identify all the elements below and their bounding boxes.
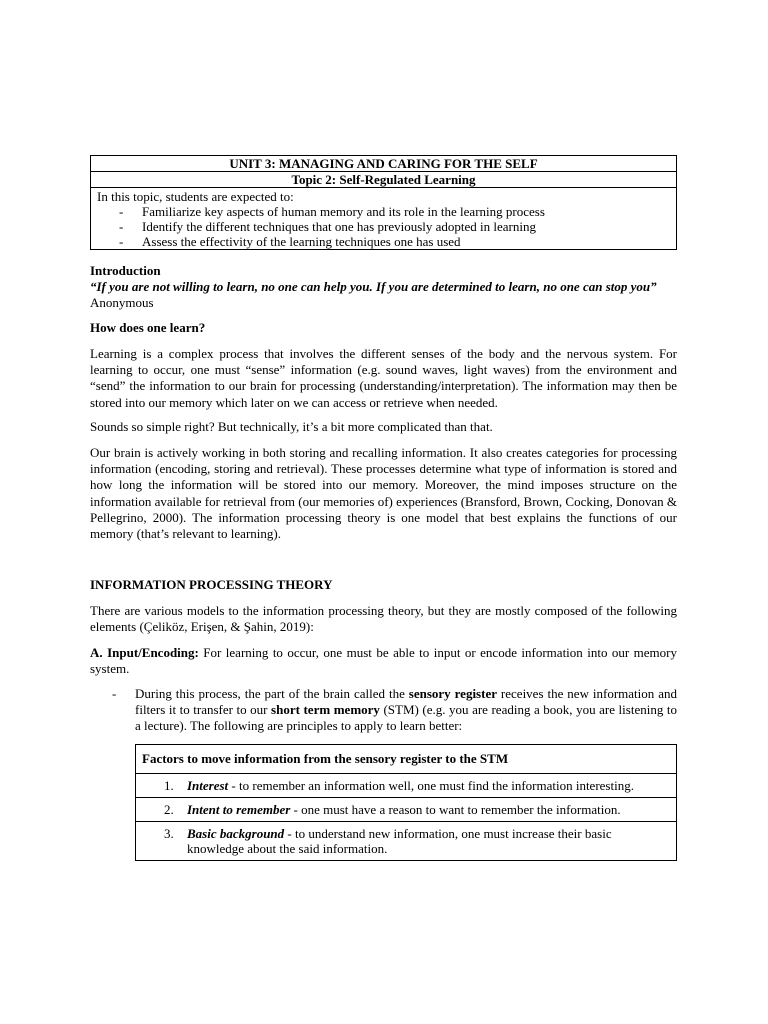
sensory-register-text: During this process, the part of the brain called the sensory register receives the new information and filters it to transfer to our short term memory (STM) (e.g. you are reading a book, you are listening to a lecture). The following are principles to apply to learn better: [135, 686, 678, 733]
ipt-paragraph: There are various models to the information processing theory, but they are mostly composed of the following elements (Çeliköz, Erişen, & Şahin, 2019): [90, 603, 677, 635]
factor-row: 3. Basic background - to understand new information, one must increase their basic knowledge about the said information. [136, 822, 677, 861]
intro-quote [90, 279, 677, 311]
introduction-heading: Introduction [90, 263, 161, 278]
input-encoding-text: For learning to occur, one must be able to input or encode information into our memory system. [90, 645, 677, 677]
unit-header-table [90, 155, 677, 250]
objective-item: - Identify the different techniques that one has previously adopted in learning [119, 219, 536, 234]
factors-table [135, 744, 677, 861]
objective-item: - Familiarize key aspects of human memory and its role in the learning process [119, 204, 545, 219]
unit-title: UNIT 3: MANAGING AND CARING FOR THE SELF [91, 156, 677, 172]
stm-term: short term memory [271, 702, 380, 717]
input-encoding-paragraph [90, 645, 677, 677]
objectives-list [97, 204, 670, 249]
factor-term: Intent to remember [187, 802, 291, 817]
sensory-register-item: - During this process, the part of the brain called the sensory register receives the new information and filters it to transfer to our short term memory (STM) (e.g. you are reading a book, you are listening to a lecture). The following are principles to apply to learn better: [112, 686, 678, 733]
topic-title: Topic 2: Self-Regulated Learning [91, 172, 677, 188]
factor-term: Basic background [187, 826, 285, 841]
factor-description: - to remember an information well, one must find the information interesting. [228, 778, 634, 793]
ipt-heading: INFORMATION PROCESSING THEORY [90, 577, 333, 592]
factor-term: Interest [187, 778, 229, 793]
objectives-cell [91, 188, 677, 250]
how-learn-paragraph-1: Learning is a complex process that involves the different senses of the body and the nervous system. For learning to occur, one must “sense” information (e.g. sound waves, light waves) from the environment and “send” the information to our brain for processing (understanding/interpretation). The information may then be stored into our memory which later on we can access or retrieve when needed. [90, 346, 677, 410]
factor-description: - one must have a reason to want to remember the information. [290, 802, 621, 817]
objectives-intro: In this topic, students are expected to: [97, 189, 294, 204]
quote-author: Anonymous [90, 295, 154, 310]
sensory-register-term: sensory register [408, 686, 497, 701]
objective-item: - Assess the effectivity of the learning techniques one has used [119, 234, 461, 249]
factor-row: 2. Intent to remember - one must have a reason to want to remember the information. [136, 798, 677, 822]
quote-text: “If you are not willing to learn, no one can help you. If you are determined to learn, no one can stop you” [90, 279, 657, 294]
factor-row: 1. Interest - to remember an information well, one must find the information interesting. [136, 774, 677, 798]
factor-description: - to understand new information, one must increase their basic knowledge about the said information. [187, 826, 612, 856]
factors-table-title: Factors to move information from the sensory register to the STM [136, 745, 677, 774]
document-page [90, 155, 678, 856]
how-learn-paragraph-2: Sounds so simple right? But technically, it’s a bit more complicated than that. [90, 419, 493, 434]
how-learn-heading: How does one learn? [90, 320, 206, 335]
how-learn-paragraph-3: Our brain is actively working in both storing and recalling information. It also creates categories for processing information (encoding, storing and retrieval). These processes determine what type of information is stored and how long the information will be stored into our memory. Moreover, the mind imposes structure on the information available for retrieval from (our memories of) experiences (Bransford, Brown, Cocking, Donovan & Pellegrino, 2000). The information processing theory is one model that best explains the functions of our memory (that’s relevant to learning). [90, 445, 677, 542]
input-encoding-label: A. Input/Encoding: [90, 645, 199, 660]
